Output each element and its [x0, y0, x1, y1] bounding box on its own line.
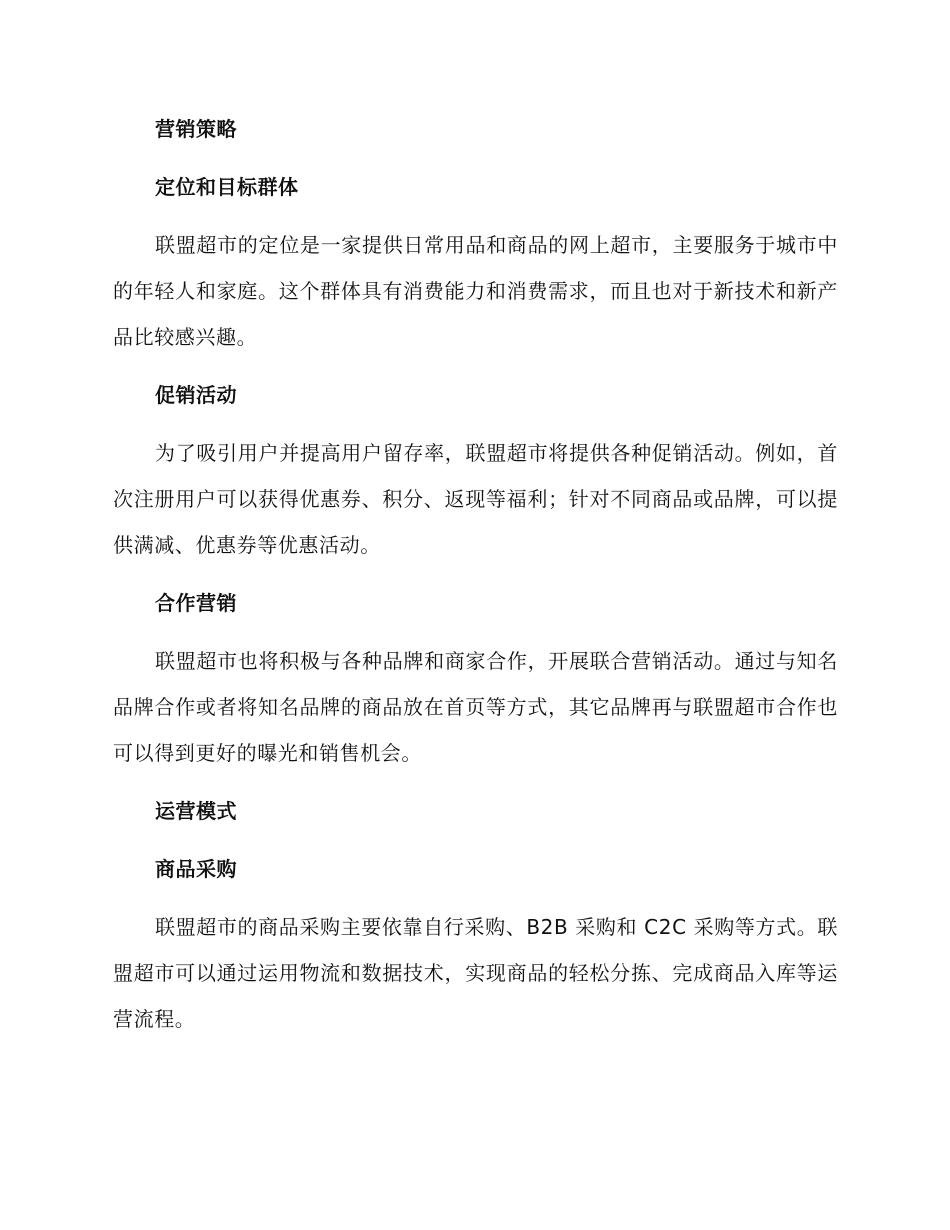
section-heading-marketing-strategy: 营销策略 [155, 117, 237, 141]
paragraph-promotions: 为了吸引用户并提高用户留存率，联盟超市将提供各种促销活动。例如，首次注册用户可以获得优惠券、积分、返现等福利；针对不同商品或品牌，可以提供满减、优惠券等优惠活动。 [113, 441, 838, 557]
section-heading-cooperative-marketing: 合作营销 [155, 591, 237, 615]
paragraph-procurement: 联盟超市的商品采购主要依靠自行采购、B2B 采购和 C2C 采购等方式。联盟超市可以通过运用物流和数据技术，实现商品的轻松分拣、完成商品入库等运营流程。 [113, 915, 838, 1031]
section-heading-procurement: 商品采购 [155, 857, 237, 881]
paragraph-positioning: 联盟超市的定位是一家提供日常用品和商品的网上超市，主要服务于城市中的年轻人和家庭。这个群体具有消费能力和消费需求，而且也对于新技术和新产品比较感兴趣。 [113, 233, 838, 349]
paragraph-cooperative-marketing: 联盟超市也将积极与各种品牌和商家合作，开展联合营销活动。通过与知名品牌合作或者将知名品牌的商品放在首页等方式，其它品牌再与联盟超市合作也可以得到更好的曝光和销售机会。 [113, 649, 838, 765]
section-heading-positioning: 定位和目标群体 [155, 175, 299, 199]
document-body [113, 106, 838, 1054]
section-heading-operating-model: 运营模式 [155, 799, 237, 823]
section-heading-promotions: 促销活动 [155, 383, 237, 407]
